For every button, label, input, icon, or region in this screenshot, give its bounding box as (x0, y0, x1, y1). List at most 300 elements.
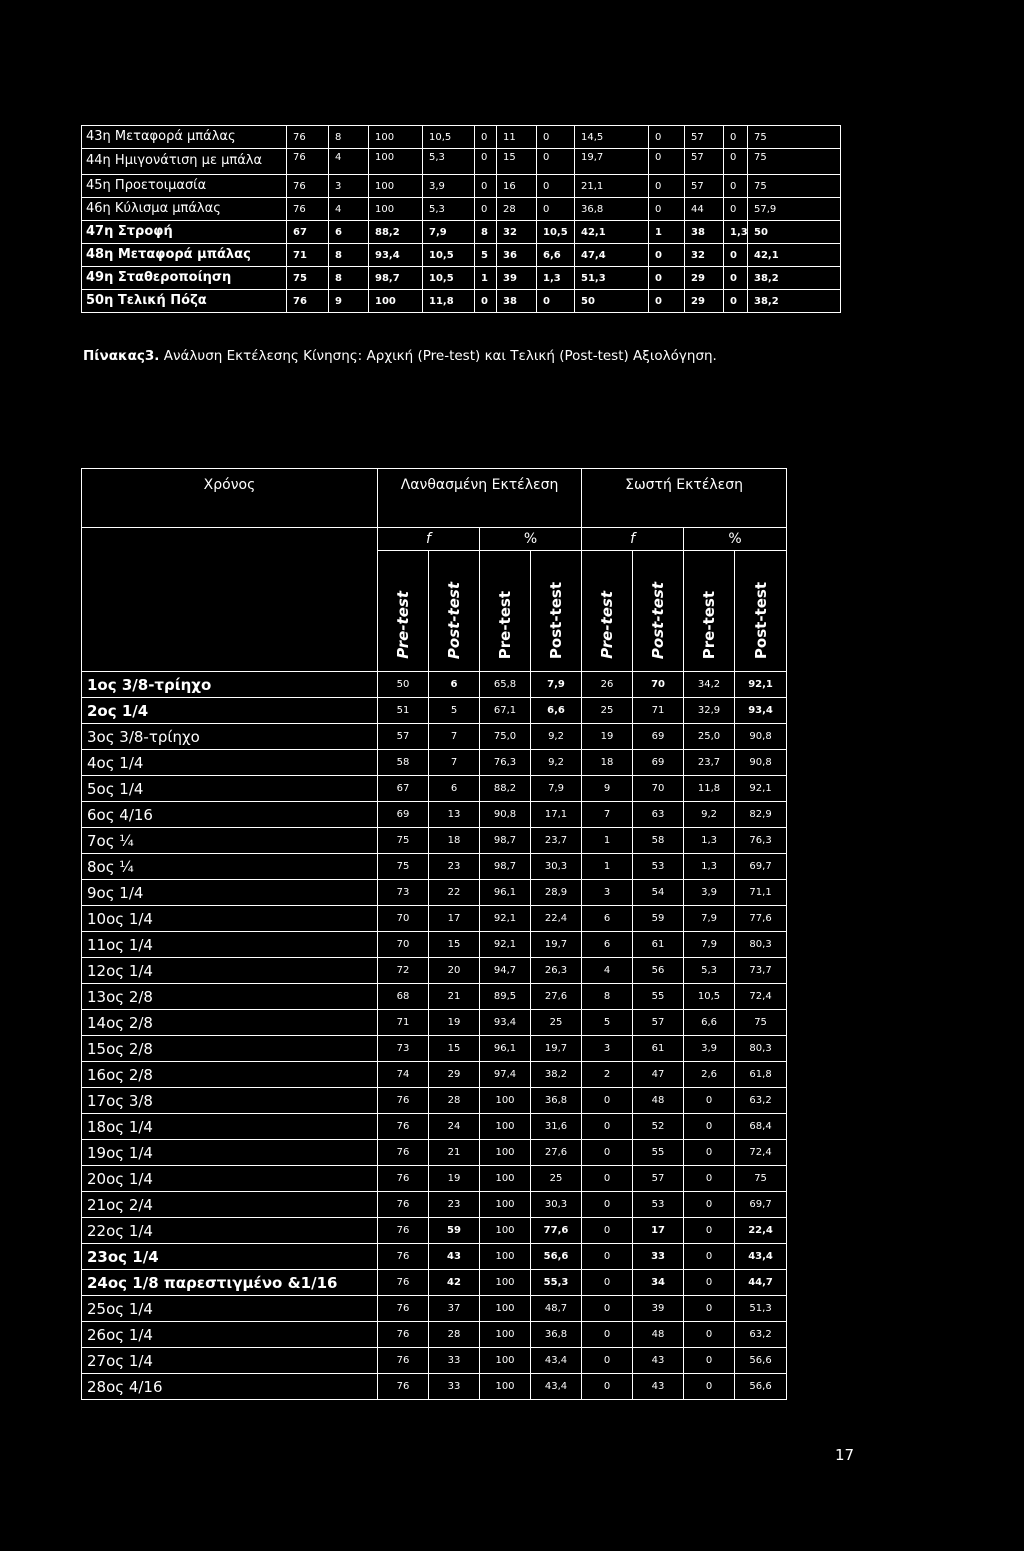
table-cell: 43 (633, 1374, 684, 1400)
table-cell: 1,3 (724, 221, 748, 244)
table-cell: 7 (582, 802, 633, 828)
table-cell: 75 (748, 149, 841, 175)
sub-header-pct-correct: % (684, 528, 787, 551)
table-cell: 70 (633, 776, 684, 802)
table-cell: 50 (378, 672, 429, 698)
table-cell: 6 (329, 221, 369, 244)
table-cell: 8 (475, 221, 497, 244)
table-cell: 72 (378, 958, 429, 984)
table-cell: 29 (685, 290, 724, 313)
row-label: 12ος 1/4 (82, 958, 378, 984)
table-cell: 100 (369, 290, 423, 313)
table-cell: 0 (684, 1322, 735, 1348)
table-cell: 0 (649, 290, 685, 313)
table-cell: 5 (429, 698, 480, 724)
table-cell: 3,9 (684, 880, 735, 906)
row-label: 7ος ¼ (82, 828, 378, 854)
table-cell: 1 (649, 221, 685, 244)
col-pre-f-wrong: Pre-test (378, 551, 429, 672)
row-label: 16ος 2/8 (82, 1062, 378, 1088)
table-cell: 51 (378, 698, 429, 724)
table-cell: 27,6 (531, 984, 582, 1010)
table-cell: 76 (378, 1270, 429, 1296)
table-cell: 92,1 (480, 932, 531, 958)
table-cell: 23 (429, 1192, 480, 1218)
movement-table-body (82, 126, 841, 313)
table-cell: 100 (480, 1166, 531, 1192)
header-wrong-execution: Λανθασμένη Εκτέλεση (378, 469, 582, 528)
caption-prefix: Πίνακας3. (83, 348, 160, 364)
table-cell: 61,8 (735, 1062, 787, 1088)
sub-header-f-wrong: f (378, 528, 480, 551)
table-cell: 6 (429, 776, 480, 802)
row-label: 11ος 1/4 (82, 932, 378, 958)
table-cell: 100 (480, 1088, 531, 1114)
table-cell: 0 (684, 1348, 735, 1374)
table-cell: 32 (685, 244, 724, 267)
table-cell: 1 (582, 828, 633, 854)
table-cell: 98,7 (369, 267, 423, 290)
table-cell: 65,8 (480, 672, 531, 698)
table-cell: 76 (378, 1244, 429, 1270)
table-cell: 94,7 (480, 958, 531, 984)
table-cell: 61 (633, 1036, 684, 1062)
table-cell: 57 (685, 149, 724, 175)
table-cell: 0 (684, 1192, 735, 1218)
table-cell: 5 (475, 244, 497, 267)
table-cell: 57,9 (748, 198, 841, 221)
table-cell: 80,3 (735, 1036, 787, 1062)
table-cell: 22,4 (531, 906, 582, 932)
table-cell: 53 (633, 854, 684, 880)
row-label: 5ος 1/4 (82, 776, 378, 802)
table-cell: 89,5 (480, 984, 531, 1010)
table-cell: 20 (429, 958, 480, 984)
row-label: 27ος 1/4 (82, 1348, 378, 1374)
table-cell: 56 (633, 958, 684, 984)
table-cell: 100 (369, 126, 423, 149)
table-row (82, 724, 787, 750)
table-cell: 21 (429, 984, 480, 1010)
table-cell: 1,3 (537, 267, 575, 290)
table-cell: 96,1 (480, 1036, 531, 1062)
table-cell: 47 (633, 1062, 684, 1088)
row-label: 10ος 1/4 (82, 906, 378, 932)
table-cell: 47,4 (575, 244, 649, 267)
table-cell: 68,4 (735, 1114, 787, 1140)
table-cell: 98,7 (480, 828, 531, 854)
table-cell: 43,4 (531, 1348, 582, 1374)
table-cell: 11,8 (423, 290, 475, 313)
table-cell: 76 (287, 198, 329, 221)
col-pre-pct-wrong: Pre-test (480, 551, 531, 672)
table-cell: 0 (582, 1348, 633, 1374)
table-cell: 67 (378, 776, 429, 802)
table-cell: 51,3 (735, 1296, 787, 1322)
table-cell: 23,7 (684, 750, 735, 776)
table-cell: 11,8 (684, 776, 735, 802)
table-row (82, 126, 841, 149)
table-cell: 0 (684, 1166, 735, 1192)
table-cell: 8 (329, 267, 369, 290)
table-cell: 0 (537, 198, 575, 221)
table-cell: 42 (429, 1270, 480, 1296)
row-label: 24ος 1/8 παρεστιγμένο &1/16 (82, 1270, 378, 1296)
table-cell: 2,6 (684, 1062, 735, 1088)
table-cell: 76 (378, 1166, 429, 1192)
table-cell: 77,6 (735, 906, 787, 932)
table-cell: 19,7 (531, 932, 582, 958)
table-cell: 58 (378, 750, 429, 776)
row-label: 46η Κύλισμα μπάλας (82, 198, 287, 221)
table-cell: 0 (537, 126, 575, 149)
row-label: 43η Μεταφορά μπάλας (82, 126, 287, 149)
table-cell: 38 (497, 290, 537, 313)
table-cell: 10,5 (537, 221, 575, 244)
table-cell: 25 (531, 1010, 582, 1036)
table-cell: 0 (582, 1088, 633, 1114)
page-number: 17 (835, 1446, 855, 1464)
table-cell: 69 (378, 802, 429, 828)
table-cell: 10,5 (423, 267, 475, 290)
table-cell: 9,2 (531, 750, 582, 776)
table-cell: 68 (378, 984, 429, 1010)
table-cell: 0 (475, 198, 497, 221)
table-cell: 75 (748, 126, 841, 149)
table-cell: 82,9 (735, 802, 787, 828)
table-cell: 53 (633, 1192, 684, 1218)
table-cell: 25,0 (684, 724, 735, 750)
table-cell: 2 (582, 1062, 633, 1088)
row-label: 49η Σταθεροποίηση (82, 267, 287, 290)
table-cell: 1 (475, 267, 497, 290)
table-cell: 22,4 (735, 1218, 787, 1244)
table-cell: 76,3 (735, 828, 787, 854)
row-label: 25ος 1/4 (82, 1296, 378, 1322)
table-cell: 21 (429, 1140, 480, 1166)
table-cell: 63,2 (735, 1322, 787, 1348)
table-row (82, 1374, 787, 1400)
table-cell: 0 (582, 1374, 633, 1400)
row-label: 23ος 1/4 (82, 1244, 378, 1270)
table-row (82, 672, 787, 698)
sub-header-pct-wrong: % (480, 528, 582, 551)
table-cell: 32,9 (684, 698, 735, 724)
table-cell: 23 (429, 854, 480, 880)
table-cell: 16 (497, 175, 537, 198)
table-cell: 28 (497, 198, 537, 221)
table-cell: 23,7 (531, 828, 582, 854)
table-cell: 0 (684, 1088, 735, 1114)
table-row (82, 828, 787, 854)
table-cell: 6,6 (684, 1010, 735, 1036)
table-cell: 71 (633, 698, 684, 724)
table-cell: 76 (378, 1322, 429, 1348)
table-cell: 7,9 (531, 672, 582, 698)
table-cell: 71,1 (735, 880, 787, 906)
row-label: 47η Στροφή (82, 221, 287, 244)
table-cell: 8 (329, 126, 369, 149)
table-cell: 100 (480, 1296, 531, 1322)
table-row (82, 175, 841, 198)
row-label: 50η Τελική Πόζα (82, 290, 287, 313)
table-cell: 93,4 (735, 698, 787, 724)
table-cell: 75 (287, 267, 329, 290)
table-cell: 31,6 (531, 1114, 582, 1140)
table-cell: 30,3 (531, 1192, 582, 1218)
table-cell: 33 (429, 1374, 480, 1400)
table-cell: 57 (685, 126, 724, 149)
table-cell: 56,6 (735, 1374, 787, 1400)
table-row (82, 802, 787, 828)
table-cell: 7,9 (684, 932, 735, 958)
table-cell: 17 (429, 906, 480, 932)
table-cell: 100 (480, 1348, 531, 1374)
table-cell: 0 (684, 1218, 735, 1244)
table-cell: 76 (378, 1296, 429, 1322)
sub-header-f-correct: f (582, 528, 684, 551)
table-cell: 29 (685, 267, 724, 290)
table-cell: 0 (724, 290, 748, 313)
table-cell: 76 (378, 1114, 429, 1140)
table-cell: 0 (475, 290, 497, 313)
table-cell: 33 (633, 1244, 684, 1270)
table-cell: 74 (378, 1062, 429, 1088)
table-cell: 92,1 (735, 776, 787, 802)
table-cell: 100 (369, 198, 423, 221)
table-cell: 36,8 (531, 1322, 582, 1348)
table-cell: 63,2 (735, 1088, 787, 1114)
table-cell: 43 (429, 1244, 480, 1270)
table-cell: 0 (475, 126, 497, 149)
table-row (82, 244, 841, 267)
table-cell: 4 (329, 198, 369, 221)
table-row (82, 776, 787, 802)
table-cell: 9,2 (684, 802, 735, 828)
table-cell: 19 (429, 1010, 480, 1036)
table-cell: 6,6 (531, 698, 582, 724)
table-cell: 67,1 (480, 698, 531, 724)
table-cell: 0 (684, 1244, 735, 1270)
table-cell: 0 (582, 1244, 633, 1270)
table-cell: 50 (748, 221, 841, 244)
table-cell: 61 (633, 932, 684, 958)
table-cell: 67 (287, 221, 329, 244)
table-row (82, 750, 787, 776)
table-cell: 0 (582, 1140, 633, 1166)
table-cell: 54 (633, 880, 684, 906)
table-cell: 0 (649, 267, 685, 290)
table-cell: 1 (582, 854, 633, 880)
table-cell: 76 (378, 1348, 429, 1374)
table-cell: 48 (633, 1322, 684, 1348)
col-pre-f-correct: Pre-test (582, 551, 633, 672)
table-row (82, 854, 787, 880)
table-cell: 21,1 (575, 175, 649, 198)
table-cell: 69 (633, 724, 684, 750)
table-cell: 0 (582, 1270, 633, 1296)
table-cell: 38,2 (531, 1062, 582, 1088)
table-row (82, 1140, 787, 1166)
table-cell: 100 (480, 1114, 531, 1140)
table-cell: 7 (429, 724, 480, 750)
table-row (82, 880, 787, 906)
table-cell: 19,7 (575, 149, 649, 175)
table-cell: 8 (329, 244, 369, 267)
row-label: 6ος 4/16 (82, 802, 378, 828)
table-cell: 6 (582, 906, 633, 932)
table-row (82, 958, 787, 984)
table-cell: 18 (429, 828, 480, 854)
table-row (82, 932, 787, 958)
table-cell: 29 (429, 1062, 480, 1088)
table-cell: 25 (531, 1166, 582, 1192)
table-cell: 0 (582, 1218, 633, 1244)
table-cell: 76,3 (480, 750, 531, 776)
table-cell: 76 (287, 126, 329, 149)
table-cell: 73 (378, 880, 429, 906)
table-cell: 76 (287, 149, 329, 175)
row-label: 21ος 2/4 (82, 1192, 378, 1218)
table-cell: 57 (378, 724, 429, 750)
table-cell: 100 (480, 1270, 531, 1296)
table-row (82, 290, 841, 313)
table-cell: 71 (378, 1010, 429, 1036)
table-cell: 90,8 (735, 724, 787, 750)
table-cell: 43,4 (735, 1244, 787, 1270)
table-cell: 1,3 (684, 828, 735, 854)
table-cell: 63 (633, 802, 684, 828)
table-cell: 0 (649, 149, 685, 175)
table-cell: 100 (369, 149, 423, 175)
table-cell: 0 (724, 149, 748, 175)
table-cell: 10,5 (423, 126, 475, 149)
table-cell: 15 (497, 149, 537, 175)
table-cell: 75 (735, 1166, 787, 1192)
table-cell: 3 (582, 1036, 633, 1062)
table-cell: 100 (480, 1218, 531, 1244)
table-cell: 9,2 (531, 724, 582, 750)
row-label: 20ος 1/4 (82, 1166, 378, 1192)
table-cell: 92,1 (735, 672, 787, 698)
table-cell: 3 (582, 880, 633, 906)
table-caption (83, 348, 717, 364)
table-cell: 76 (378, 1088, 429, 1114)
table-cell: 92,1 (480, 906, 531, 932)
table-cell: 70 (378, 932, 429, 958)
table-cell: 71 (287, 244, 329, 267)
table-cell: 33 (429, 1348, 480, 1374)
table-cell: 75,0 (480, 724, 531, 750)
row-label: 14ος 2/8 (82, 1010, 378, 1036)
table-cell: 38 (685, 221, 724, 244)
table-cell: 34 (633, 1270, 684, 1296)
table-cell: 8 (582, 984, 633, 1010)
table-row (82, 1348, 787, 1374)
table-cell: 88,2 (369, 221, 423, 244)
table-row (82, 1114, 787, 1140)
table-row (82, 1062, 787, 1088)
table-cell: 73,7 (735, 958, 787, 984)
table-cell: 9 (582, 776, 633, 802)
col-post-f-wrong: Post-test (429, 551, 480, 672)
table-cell: 17,1 (531, 802, 582, 828)
table-cell: 19 (582, 724, 633, 750)
table-row (82, 984, 787, 1010)
table-cell: 100 (480, 1192, 531, 1218)
table-row (82, 1166, 787, 1192)
col-pre-pct-correct: Pre-test (684, 551, 735, 672)
table-cell: 0 (537, 290, 575, 313)
row-label: 48η Μεταφορά μπάλας (82, 244, 287, 267)
table-cell: 3,9 (423, 175, 475, 198)
table-cell: 0 (582, 1166, 633, 1192)
table-cell: 42,1 (748, 244, 841, 267)
table-cell: 0 (684, 1140, 735, 1166)
col-post-pct-correct: Post-test (735, 551, 787, 672)
table-cell: 0 (684, 1296, 735, 1322)
table-cell: 18 (582, 750, 633, 776)
table-cell: 52 (633, 1114, 684, 1140)
table-cell: 100 (480, 1140, 531, 1166)
table-cell: 48,7 (531, 1296, 582, 1322)
table-cell: 100 (369, 175, 423, 198)
table-cell: 27,6 (531, 1140, 582, 1166)
table-cell: 28 (429, 1088, 480, 1114)
table-cell: 0 (582, 1114, 633, 1140)
table-row (82, 1088, 787, 1114)
table-cell: 15 (429, 1036, 480, 1062)
table-cell: 6,6 (537, 244, 575, 267)
table-cell: 80,3 (735, 932, 787, 958)
table-cell: 24 (429, 1114, 480, 1140)
table-cell: 100 (480, 1244, 531, 1270)
table-cell: 59 (633, 906, 684, 932)
row-label: 22ος 1/4 (82, 1218, 378, 1244)
table-cell: 0 (537, 175, 575, 198)
table-cell: 37 (429, 1296, 480, 1322)
table-row (82, 1192, 787, 1218)
table-cell: 39 (633, 1296, 684, 1322)
row-label: 13ος 2/8 (82, 984, 378, 1010)
table-cell: 76 (287, 175, 329, 198)
table-cell: 57 (685, 175, 724, 198)
table-cell: 96,1 (480, 880, 531, 906)
table-cell: 75 (378, 854, 429, 880)
table-cell: 0 (475, 175, 497, 198)
row-label: 44η Ημιγονάτιση με μπάλα (82, 149, 287, 175)
row-label: 9ος 1/4 (82, 880, 378, 906)
table-cell: 25 (582, 698, 633, 724)
table-cell: 19 (429, 1166, 480, 1192)
table-row (82, 1010, 787, 1036)
table-cell: 0 (724, 267, 748, 290)
table-cell: 0 (649, 175, 685, 198)
table-cell: 72,4 (735, 1140, 787, 1166)
table-cell: 76 (287, 290, 329, 313)
table-cell: 0 (724, 126, 748, 149)
table-cell: 28 (429, 1322, 480, 1348)
table-cell: 39 (497, 267, 537, 290)
table-cell: 0 (649, 126, 685, 149)
row-label: 26ος 1/4 (82, 1322, 378, 1348)
table-row (82, 906, 787, 932)
table-cell: 0 (724, 198, 748, 221)
header-empty-cell (82, 528, 378, 672)
table-cell: 10,5 (423, 244, 475, 267)
table-cell: 7,9 (423, 221, 475, 244)
table-cell: 44,7 (735, 1270, 787, 1296)
